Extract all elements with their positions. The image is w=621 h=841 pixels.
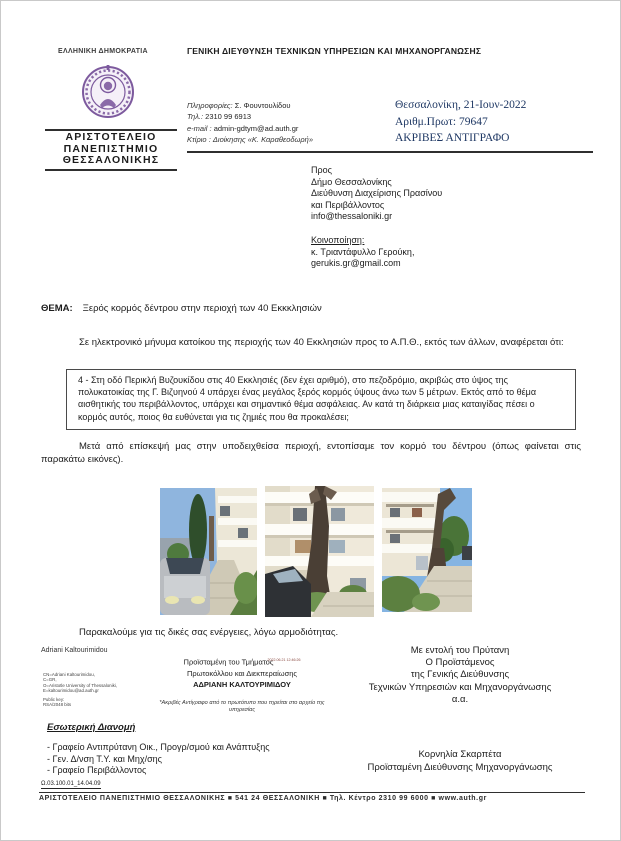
cc-line: κ. Τριαντάφυλλο Γερούκη, (311, 246, 415, 257)
contact-block (187, 100, 313, 146)
stamp-certified-copy: ΑΚΡΙΒΕΣ ΑΝΤΙΓΡΑΦΟ (395, 132, 510, 144)
cc-label: Κοινοποίηση: (311, 234, 365, 245)
cc-email: gerukis.gr@gmail.com (311, 258, 401, 269)
cert-public-key-label: Public key: (43, 696, 65, 702)
auth-logo-icon (81, 63, 135, 126)
recipient-block (311, 165, 442, 270)
right-signatory-direction: της Γενικής Διεύθυνσης (410, 669, 510, 681)
footer-divider (39, 792, 585, 793)
recipient-email: info@thessaloniki.gr (311, 211, 393, 222)
stamp-protocol-number: Αριθμ.Πρωτ: 79647 (395, 115, 488, 128)
university-name-line3: ΘΕΣΣΑΛΟΝΙΚΗΣ (62, 154, 160, 166)
left-signatory-title1: Προϊσταμένη του Τμήματος$^{2022.06.21 12:46:26}$ (183, 657, 301, 667)
cert-line: CN=Adriani Kaltourimidou, (43, 672, 95, 677)
contact-email-label: e-mail : (187, 123, 212, 133)
request-line: Παρακαλούμε για τις δικές σας ενέργειες, λόγω αρμοδιότητας. (79, 627, 339, 638)
contact-building-value: Διοίκησης «Κ. Καραθεοδωρή» (212, 135, 314, 145)
distribution-item: - Γραφείο Περιβάλλοντος (47, 765, 270, 777)
subject-label: ΘΕΜΑ: (41, 303, 73, 314)
contact-email-line (187, 123, 313, 134)
intro-paragraph: Σε ηλεκτρονικό μήνυμα κατοίκου της περιοχής των 40 Εκκλησιών προς το Α.Π.Θ., εκτός των άλλων, αναφέρεται ότι: (79, 337, 564, 348)
right-signatory-name: Κορνηλία Σκαρπέτα (418, 749, 502, 760)
citizen-quote-box: 4 - Στη οδό Περικλή Βυζουκίδου στις 40 Εκκλησιές (δεν έχει αριθμό), στο πεζοδρόμιο, ακριβώς στο ύψος της πολυκατοικίας της Γ. Βιζυηνού 4 υπάρχει ένας μεγάλος ξερός κορμός ύψους άνω των 5 μέτρων. Εκτός από το θέμα αισθητικής του περιβάλλοντος, υπάρχει και σημαντικό θέμα ασφάλειας. Αν κατά τη διάρκεια μιας καταιγίδας πέσει ο κορμός αυτός, ποιος θα ευθύνεται για τις ζημιές που θα προκαλέσει; (66, 369, 576, 430)
document-code: Ω.03.100.01_14.04.09 (41, 781, 101, 787)
cert-line: O=Aristotle University of Thessaloniki, (43, 682, 117, 688)
university-name (45, 132, 177, 167)
cert-public-key-value: RSA/2048 bits (43, 702, 72, 708)
protocol-stamp (395, 97, 526, 147)
right-signatory-direction2: Τεχνικών Υπηρεσιών και Μηχανοργάνωσης (368, 681, 552, 693)
footer-address-line: ΑΡΙΣΤΟΤΕΛΕΙΟ ΠΑΝΕΠΙΣΤΗΜΙΟ ΘΕΣΣΑΛΟΝΙΚΗΣ ■ 541 24 ΘΕΣΣΑΛΟΝΙΚΗ ■ Τηλ. Κέντρο 2310 99 6000 ■ www.auth.gr (39, 795, 487, 802)
contact-tel-value: 2310 99 6913 (205, 112, 252, 122)
digital-certificate-block (43, 672, 117, 707)
contact-building-label: Κτίριο : (187, 135, 211, 145)
acting-abbrev: α.α. (451, 693, 469, 705)
contact-info-label: Πληροφορίες: (187, 101, 233, 110)
university-rule-bottom (45, 169, 177, 171)
after-visit-paragraph: Μετά από επίσκεψή μας στην υποδειχθείσα περιοχή, εντοπίσαμε τον κορμό του δέντρου (όπως φαίνεται στις παρακάτω εικόνες). (41, 441, 581, 465)
distribution-item: - Γεν. Δ/νση Τ.Υ. και Μηχ/σης (47, 754, 270, 766)
recipient-line: Διεύθυνση Διαχείρισης Πρασίνου (311, 188, 443, 199)
right-signatory-block (329, 645, 591, 706)
digital-signature-name: Adriani Kaltourimidou (41, 647, 108, 654)
contact-tel-label: Τηλ.: (187, 112, 204, 122)
photo-street-car (160, 488, 257, 615)
internal-distribution-title: Εσωτερική Διανομή (47, 722, 136, 733)
university-name-line2: ΠΑΝΕΠΙΣΤΗΜΙΟ (63, 142, 159, 155)
recipient-line: Δήμο Θεσσαλονίκης (311, 176, 392, 187)
contact-email-value: admin-gdtym@ad.auth.gr (213, 123, 299, 133)
right-signatory-name-block (329, 749, 591, 774)
photo-trunk-sidewalk (382, 488, 472, 612)
contact-building-line (187, 134, 313, 145)
cert-line: C=GR, (43, 677, 57, 683)
subject-text: Ξερός κορμός δέντρου στην περιοχή των 40 Εκκκλησιών (82, 303, 322, 314)
photo-strip (160, 486, 472, 617)
by-order-line: Με εντολή του Πρύτανη (410, 645, 510, 656)
university-name-line1: ΑΡΙΣΤΟΤΕΛΕΙΟ (65, 131, 157, 143)
stamp-city-date: Θεσσαλονίκη, 21-Ιουν-2022 (395, 99, 527, 111)
certified-copy-footnote: *Ακριβές Αντίγραφο από το πρωτότυπο που τηρείται στο αρχείο της υπηρεσίας (159, 700, 325, 714)
distribution-item: - Γραφείο Αντιπρύτανη Οικ., Προγρ/σμού και Ανάπτυξης (47, 742, 270, 754)
right-signatory-title: Προϊσταμένη Διεύθυνσης Μηχανοργάνωσης (367, 761, 553, 773)
hellenic-republic-label: ΕΛΛΗΝΙΚΗ ΔΗΜΟΚΡΑΤΙΑ (58, 48, 148, 55)
photo-trunk-building (265, 486, 374, 617)
signature-timestamp: 2022.06.21 12:46:26 (267, 658, 301, 662)
recipient-line: και Περιβάλλοντος (311, 199, 385, 210)
left-signatory-title2: Πρωτοκόλλου και Διεκπεραίωσης (186, 668, 298, 678)
internal-distribution-list (47, 742, 270, 777)
general-direction-title: ΓΕΝΙΚΗ ΔΙΕΥΘΥΝΣΗ ΤΕΧΝΙΚΩΝ ΥΠΗΡΕΣΙΩΝ ΚΑΙ ΜΗΧΑΝΟΡΓΑΝΩΣΗΣ (187, 46, 482, 56)
cert-line: E=kaltourimidou@ad.auth.gr (43, 688, 99, 694)
contact-info-line (187, 100, 313, 111)
right-signatory-role: Ο Προϊστάμενος (425, 657, 495, 669)
header-divider (187, 151, 593, 153)
left-signatory-name: ΑΔΡΙΑΝΗ ΚΑΛΤΟΥΡΙΜΙΔΟΥ (193, 679, 291, 689)
contact-info-value: Σ. Φουντουλίδου (234, 101, 291, 110)
left-signatory-block (139, 655, 345, 690)
to-label: Προς (311, 165, 332, 175)
contact-tel-line (187, 111, 313, 122)
subject-line (41, 303, 322, 314)
